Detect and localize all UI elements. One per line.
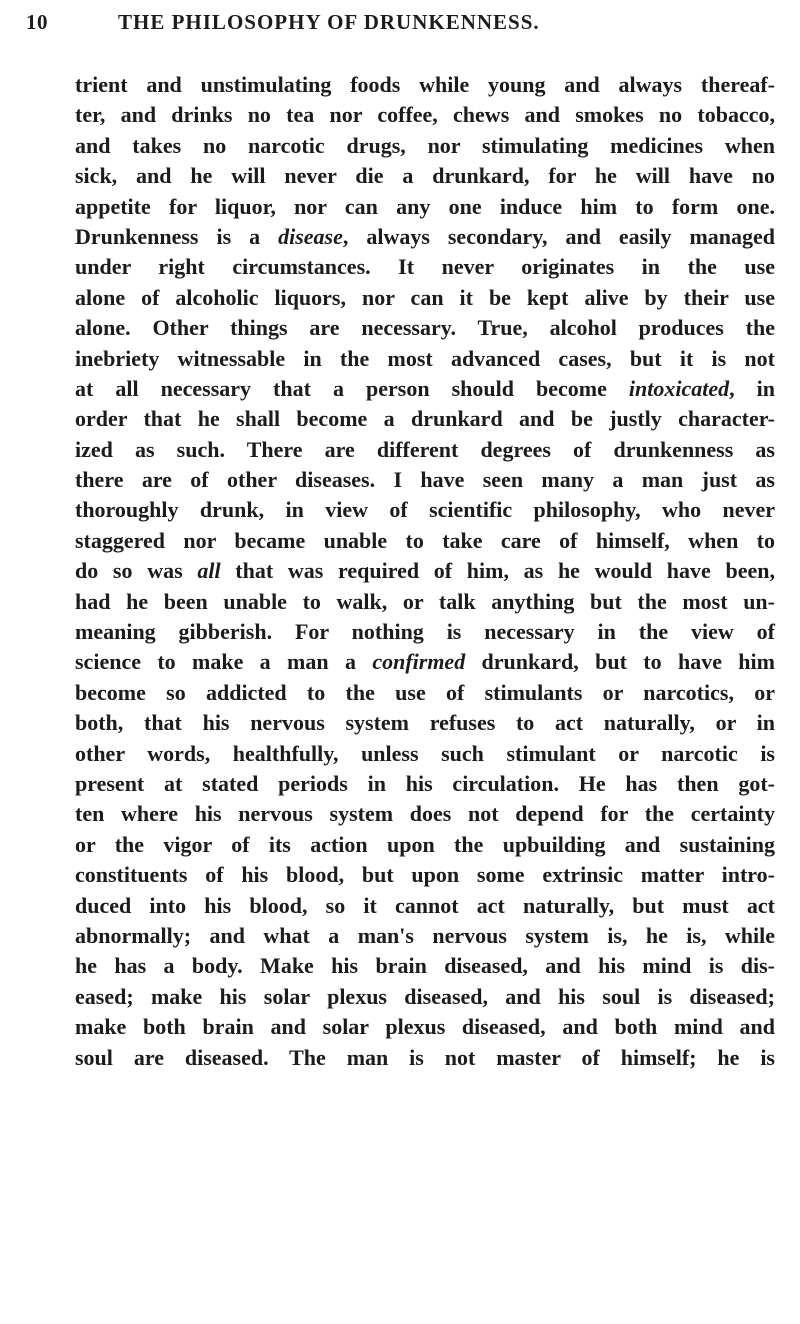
text-line bbox=[75, 830, 775, 860]
text-run: , always secondary, and easily managed bbox=[342, 223, 775, 249]
text-run: present at stated periods in his circulation. He has then got- bbox=[75, 770, 775, 796]
text-line bbox=[75, 860, 775, 890]
text-line bbox=[75, 617, 775, 647]
body-text bbox=[75, 70, 775, 1073]
text-line bbox=[75, 161, 775, 191]
text-line bbox=[75, 769, 775, 799]
text-line bbox=[75, 192, 775, 222]
text-line bbox=[75, 982, 775, 1012]
text-line bbox=[75, 891, 775, 921]
text-run: Drunkenness is a bbox=[75, 223, 279, 249]
text-line bbox=[75, 313, 775, 343]
text-run: other words, healthfully, unless such stimulant or narcotic is bbox=[75, 740, 775, 766]
text-line bbox=[75, 70, 775, 100]
text-run: drunkard, but to have him bbox=[465, 649, 775, 675]
text-run: duced into his blood, so it cannot act naturally, but must act bbox=[75, 892, 775, 918]
text-run: order that he shall become a drunkard and be justly character- bbox=[75, 406, 775, 432]
text-line bbox=[75, 799, 775, 829]
text-run: science to make a man a bbox=[75, 649, 373, 675]
text-run: that was required of him, as he would have been, bbox=[220, 558, 776, 584]
text-run: ten where his nervous system does not depend for the certainty bbox=[75, 801, 775, 827]
text-line bbox=[75, 344, 775, 374]
text-run: appetite for liquor, nor can any one induce him to form one. bbox=[75, 193, 775, 219]
text-line bbox=[75, 100, 775, 130]
text-run: abnormally; and what a man's nervous system is, he is, while bbox=[75, 922, 775, 948]
text-run: at all necessary that a person should become bbox=[75, 375, 629, 401]
text-line bbox=[75, 404, 775, 434]
text-run: and takes no narcotic drugs, nor stimulating medicines when bbox=[75, 132, 775, 158]
text-run: become so addicted to the use of stimulants or narcotics, or bbox=[75, 679, 775, 705]
text-line bbox=[75, 678, 775, 708]
text-run: there are of other diseases. I have seen many a man just as bbox=[75, 467, 775, 493]
text-line bbox=[75, 647, 775, 677]
text-run: ter, and drinks no tea nor coffee, chews and smokes no tobacco, bbox=[75, 102, 775, 128]
text-line bbox=[75, 222, 775, 252]
text-run: alone. Other things are necessary. True, alcohol produces the bbox=[75, 315, 775, 341]
text-run: , in bbox=[729, 375, 775, 401]
text-line bbox=[75, 1012, 775, 1042]
text-line bbox=[75, 435, 775, 465]
text-run: inebriety witnessable in the most advanced cases, but it is not bbox=[75, 345, 775, 371]
text-run: both, that his nervous system refuses to act naturally, or in bbox=[75, 710, 775, 736]
text-run: ized as such. There are different degrees of drunkenness as bbox=[75, 436, 775, 462]
text-line bbox=[75, 556, 775, 586]
italic-emphasis: all bbox=[197, 558, 221, 584]
text-line bbox=[75, 921, 775, 951]
text-line bbox=[75, 374, 775, 404]
text-run: alone of alcoholic liquors, nor can it be kept alive by their use bbox=[75, 284, 775, 310]
text-run: thoroughly drunk, in view of scientific philosophy, who never bbox=[75, 497, 775, 523]
text-line bbox=[75, 1043, 775, 1073]
text-run: make both brain and solar plexus diseased, and both mind and bbox=[75, 1014, 775, 1040]
running-head-title: THE PHILOSOPHY OF DRUNKENNESS. bbox=[118, 10, 540, 34]
text-run: or the vigor of its action upon the upbuilding and sustaining bbox=[75, 831, 775, 857]
text-run: staggered nor became unable to take care of himself, when to bbox=[75, 527, 775, 553]
text-line bbox=[75, 252, 775, 282]
running-head bbox=[0, 10, 700, 38]
text-run: constituents of his blood, but upon some extrinsic matter intro- bbox=[75, 862, 775, 888]
italic-emphasis: intoxicated bbox=[628, 375, 730, 401]
italic-emphasis: confirmed bbox=[372, 649, 466, 675]
text-run: do so was bbox=[75, 558, 198, 584]
text-run: sick, and he will never die a drunkard, for he will have no bbox=[75, 163, 775, 189]
text-line bbox=[75, 131, 775, 161]
text-run: trient and unstimulating foods while young and always thereaf- bbox=[75, 72, 775, 97]
text-line bbox=[75, 739, 775, 769]
text-line bbox=[75, 708, 775, 738]
text-line bbox=[75, 587, 775, 617]
page-number: 10 bbox=[26, 10, 48, 34]
italic-emphasis: disease bbox=[278, 223, 343, 249]
text-run: meaning gibberish. For nothing is necessary in the view of bbox=[75, 619, 775, 645]
text-line bbox=[75, 283, 775, 313]
text-line bbox=[75, 495, 775, 525]
text-run: soul are diseased. The man is not master of himself; he is bbox=[75, 1044, 775, 1070]
text-run: had he been unable to walk, or talk anything but the most un- bbox=[75, 588, 775, 614]
text-line bbox=[75, 951, 775, 981]
text-line bbox=[75, 465, 775, 495]
text-run: he has a body. Make his brain diseased, and his mind is dis- bbox=[75, 953, 775, 979]
text-run: under right circumstances. It never originates in the use bbox=[75, 254, 775, 280]
text-run: eased; make his solar plexus diseased, and his soul is diseased; bbox=[75, 983, 775, 1009]
text-line bbox=[75, 526, 775, 556]
